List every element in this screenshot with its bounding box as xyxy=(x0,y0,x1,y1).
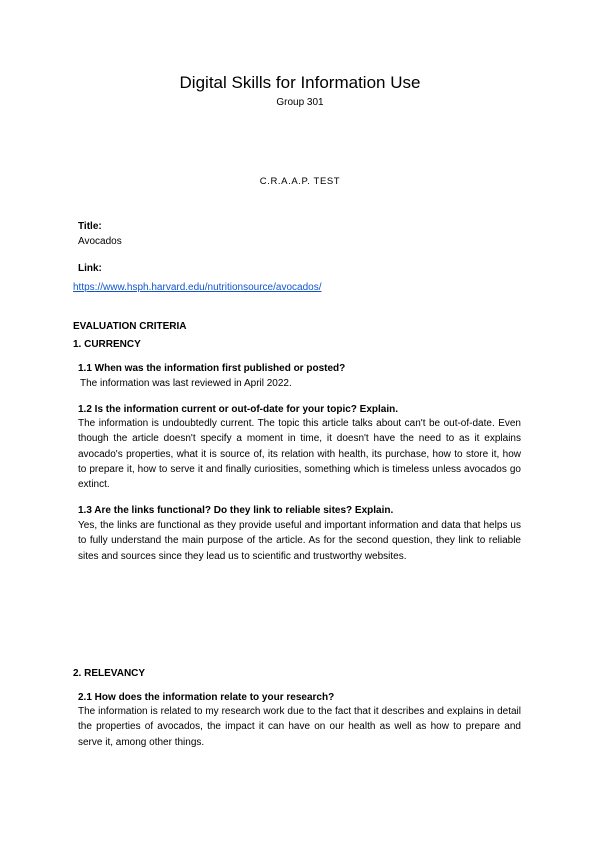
question-1-3: 1.3 Are the links functional? Do they link to reliable sites? Explain. xyxy=(78,505,394,516)
source-link-label: Link: xyxy=(78,263,102,274)
question-1-1: 1.1 When was the information first published or posted? xyxy=(78,363,346,374)
relevancy-heading: 2. RELEVANCY xyxy=(73,668,146,679)
source-title-value: Avocados xyxy=(78,236,122,247)
answer-1-1: The information was last reviewed in April 2022. xyxy=(80,378,292,389)
document-title: Digital Skills for Information Use xyxy=(179,73,421,92)
answer-2-1: The information is related to my research work due to the fact that it describes and explains in detail the properties of avocados, the impact it can have on our health as well as how to prepare and serve it, among other things. xyxy=(78,706,521,748)
currency-heading: 1. CURRENCY xyxy=(73,339,141,350)
answer-1-3: Yes, the links are functional as they provide useful and important information and data that helps us to fully understand the main purpose of the article. As for the second question, they link to reliable sites and sources since they lead us to scientific and trustworthy websites. xyxy=(78,520,521,562)
question-1-2: 1.2 Is the information current or out-of-date for your topic? Explain. xyxy=(78,404,399,415)
group-label: Group 301 xyxy=(276,97,324,108)
source-title-label: Title: xyxy=(78,221,102,232)
source-link[interactable]: https://www.hsph.harvard.edu/nutritionsource/avocados/ xyxy=(73,282,322,293)
evaluation-heading: EVALUATION CRITERIA xyxy=(73,321,187,332)
question-2-1: 2.1 How does the information relate to your research? xyxy=(78,692,335,703)
answer-1-2: The information is undoubtedly current. The topic this article talks about can't be out-of-date. Even though the article doesn't specify a moment in time, it doesn't have the need to as it explains avocado's properties, what it is source of, its relation with health, its purchase, how to store it, how to prepare it, how to serve it and finally curiosities, something which is timeless unless avocados go extinct. xyxy=(78,418,521,491)
test-name: C.R.A.A.P. TEST xyxy=(259,176,341,187)
